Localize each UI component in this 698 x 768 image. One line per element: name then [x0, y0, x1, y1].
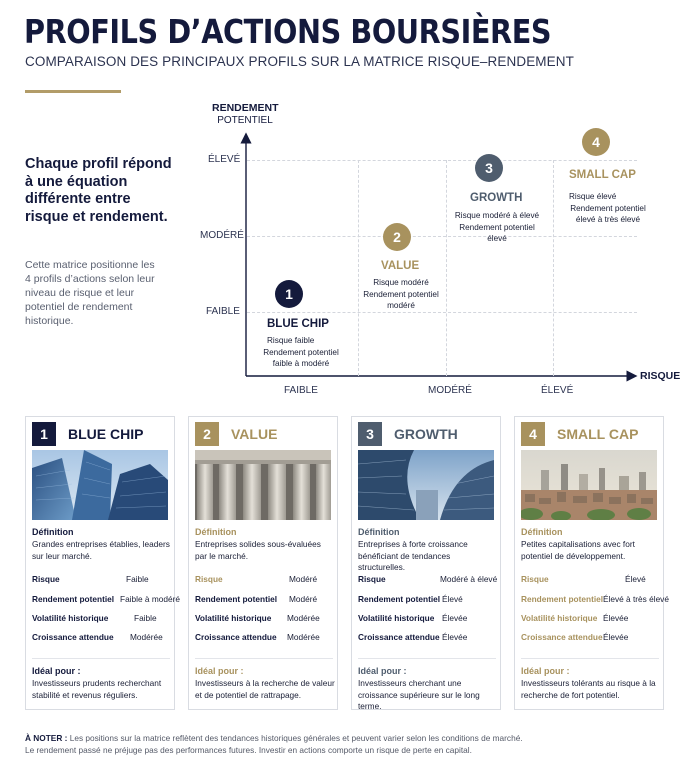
definition-text: Entreprises à forte croissance bénéficiant de tendances structurelles.	[358, 539, 468, 572]
attr-value: Élevée	[603, 613, 629, 623]
attr-value: Élevée	[442, 613, 468, 623]
matrix-point-2-badge: 2	[383, 223, 411, 251]
profile-card-growth	[351, 416, 501, 710]
note-text-1: Les positions sur la matrice reflètent des tendances historiques générales et peuvent varier selon les conditions de marché.	[69, 733, 523, 743]
attr-rendement	[521, 594, 669, 606]
matrix-point-3-badge: 3	[475, 154, 503, 182]
profile-card-small-cap	[514, 416, 669, 710]
ideal-text: Investisseurs à la recherche de valeur et de potentiel de rattrapage.	[195, 678, 335, 700]
attr-risque	[358, 574, 496, 586]
x-tick-eleve: ÉLEVÉ	[541, 385, 574, 396]
matrix-point-1-desc-line: Rendement potentiel	[263, 347, 339, 357]
attr-label: Volatilité historique	[521, 613, 598, 623]
definition-label: Définition	[195, 527, 237, 537]
grid-vline-2	[446, 160, 447, 376]
ideal-label: Idéal pour :	[358, 666, 407, 676]
attr-value: Faible	[126, 574, 149, 584]
matrix-point-2-name: VALUE	[381, 260, 420, 272]
attr-value: Modérée	[287, 632, 320, 642]
divider	[195, 658, 333, 659]
attr-rendement	[32, 594, 180, 606]
attr-volatilite	[32, 613, 170, 625]
matrix-point-3-name: GROWTH	[470, 192, 523, 204]
intro-heading: Chaque profil répond à une équation différente entre risque et rendement.	[25, 156, 172, 225]
columns-building-photo	[195, 450, 331, 520]
matrix-point-2-desc-line: Risque modéré	[373, 278, 429, 287]
divider	[32, 658, 170, 659]
note-line-1	[25, 732, 685, 744]
matrix-point-3-desc	[442, 210, 552, 245]
card-number-badge: 3	[358, 422, 382, 446]
matrix-point-4-desc-line: Risque élevé	[569, 192, 617, 201]
matrix-point-2-desc-line: Rendement potentiel	[363, 289, 439, 299]
matrix-point-3-desc-line: élevé	[487, 234, 507, 243]
attr-rendement	[195, 594, 333, 606]
attr-value: Modéré	[289, 574, 318, 584]
attr-label: Rendement potentiel	[32, 594, 115, 604]
definition-text: Entreprises solides sous-évaluées par le marché.	[195, 539, 321, 561]
page-title: PROFILS D’ACTIONS BOURSIÈRES	[24, 12, 552, 51]
attr-value: Élevée	[603, 632, 629, 642]
attr-label: Rendement potentiel	[195, 594, 278, 604]
matrix-point-1-desc	[247, 335, 355, 370]
profile-card-value	[188, 416, 338, 710]
matrix-point-4-desc-line: élevé à très élevé	[575, 215, 641, 224]
note-label: À NOTER :	[25, 733, 68, 743]
ideal-label: Idéal pour :	[195, 666, 244, 676]
attr-label: Croissance attendue	[358, 632, 440, 642]
attr-label: Croissance attendue	[521, 632, 603, 642]
attr-value: Élevé	[625, 574, 646, 584]
definition-label: Définition	[32, 527, 74, 537]
y-axis-title: RENDEMENT	[212, 102, 279, 114]
y-axis-subtitle: POTENTIEL	[217, 115, 273, 126]
x-tick-faible: FAIBLE	[284, 385, 318, 396]
matrix-point-4-desc	[558, 191, 658, 226]
attr-value: Élevé à très élevé	[603, 594, 669, 604]
attr-label: Risque	[32, 574, 60, 584]
attr-label: Croissance attendue	[195, 632, 277, 642]
grid-vline-1	[358, 160, 359, 376]
definition-label: Définition	[521, 527, 563, 537]
ideal-label: Idéal pour :	[521, 666, 570, 676]
attr-value: Modérée	[130, 632, 163, 642]
ideal-text: Investisseurs prudents recherchant stabilité et revenus réguliers.	[32, 678, 162, 700]
definition-label: Définition	[358, 527, 400, 537]
matrix-point-2-desc	[346, 277, 456, 312]
y-tick-eleve: ÉLEVÉ	[208, 154, 241, 165]
attr-risque	[32, 574, 170, 586]
attr-value: Élevée	[442, 632, 468, 642]
attr-label: Volatilité historique	[32, 613, 109, 623]
intro-text: Cette matrice positionne les 4 profils d’actions selon leur niveau de risque et leur potentiel de rendement historique.	[25, 259, 155, 327]
disclaimer-note	[25, 732, 685, 756]
divider	[521, 658, 659, 659]
card-number-badge: 1	[32, 422, 56, 446]
ideal-text: Investisseurs cherchant une croissance supérieure sur le long terme.	[358, 678, 480, 711]
attr-value: Faible	[134, 613, 157, 623]
attr-label: Risque	[521, 574, 549, 584]
card-header	[358, 422, 458, 446]
matrix-point-1-desc-line: Risque faible	[267, 336, 315, 345]
matrix-point-4-name: SMALL CAP	[569, 169, 636, 181]
matrix-point-1-desc-line: faible à modéré	[272, 359, 330, 368]
page-subtitle: COMPARAISON DES PRINCIPAUX PROFILS SUR LA MATRICE RISQUE–RENDEMENT	[25, 54, 574, 69]
attr-volatilite	[358, 613, 496, 625]
attr-label: Rendement potentiel	[521, 594, 604, 604]
grid-line-faible	[247, 312, 637, 313]
attr-label: Risque	[195, 574, 223, 584]
matrix-point-1-badge: 1	[275, 280, 303, 308]
skyscraper-photo	[32, 450, 168, 520]
x-tick-modere: MODÉRÉ	[428, 385, 472, 396]
attr-value: Modéré à élevé	[440, 574, 498, 584]
attr-volatilite	[521, 613, 659, 625]
attr-rendement	[358, 594, 496, 606]
definition-text: Petites capitalisations avec fort potentiel de développement.	[521, 539, 635, 561]
card-header	[195, 422, 277, 446]
card-title: BLUE CHIP	[68, 426, 144, 442]
attr-croissance	[521, 632, 659, 644]
card-number-badge: 2	[195, 422, 219, 446]
matrix-point-2-desc-line: modéré	[387, 301, 415, 310]
card-title: GROWTH	[394, 426, 458, 442]
attr-label: Volatilité historique	[195, 613, 272, 623]
ideal-text: Investisseurs tolérants au risque à la recherche de fort potentiel.	[521, 678, 656, 700]
attr-risque	[521, 574, 659, 586]
note-text-2: Le rendement passé ne préjuge pas des performances futures. Investir en actions comporte un risque de perte en capital.	[25, 745, 472, 755]
attr-value: Modérée	[287, 613, 320, 623]
card-number-badge: 4	[521, 422, 545, 446]
matrix-point-4-desc-line: Rendement potentiel	[570, 203, 646, 213]
attr-label: Rendement potentiel	[358, 594, 441, 604]
attr-volatilite	[195, 613, 333, 625]
grid-line-eleve	[247, 160, 637, 161]
attr-croissance	[195, 632, 333, 644]
matrix-point-3-desc-line: Risque modéré à élevé	[454, 211, 540, 220]
card-title: VALUE	[231, 426, 278, 442]
grid-vline-3	[553, 160, 554, 376]
attr-value: Élevé	[442, 594, 463, 604]
attr-value: Faible à modéré	[120, 594, 180, 604]
card-header	[521, 422, 638, 446]
attr-risque	[195, 574, 333, 586]
y-tick-modere: MODÉRÉ	[200, 230, 244, 241]
attr-value: Modéré	[289, 594, 318, 604]
ideal-label: Idéal pour :	[32, 666, 81, 676]
attr-label: Croissance attendue	[32, 632, 114, 642]
definition-text: Grandes entreprises établies, leaders sur leur marché.	[32, 539, 170, 561]
attr-croissance	[32, 632, 170, 644]
attr-croissance	[358, 632, 496, 644]
card-title: SMALL CAP	[557, 426, 639, 442]
matrix-point-3-desc-line: Rendement potentiel	[459, 222, 535, 232]
attr-label: Volatilité historique	[358, 613, 435, 623]
glass-building-photo	[358, 450, 494, 520]
matrix-point-1-name: BLUE CHIP	[267, 318, 329, 330]
city-skyline-photo	[521, 450, 657, 520]
card-header	[32, 422, 143, 446]
attr-label: Risque	[358, 574, 386, 584]
matrix-point-4-badge: 4	[582, 128, 610, 156]
x-axis-title: RISQUE	[640, 370, 681, 382]
profile-card-blue-chip	[25, 416, 180, 710]
y-tick-faible: FAIBLE	[206, 306, 240, 317]
divider	[358, 658, 496, 659]
